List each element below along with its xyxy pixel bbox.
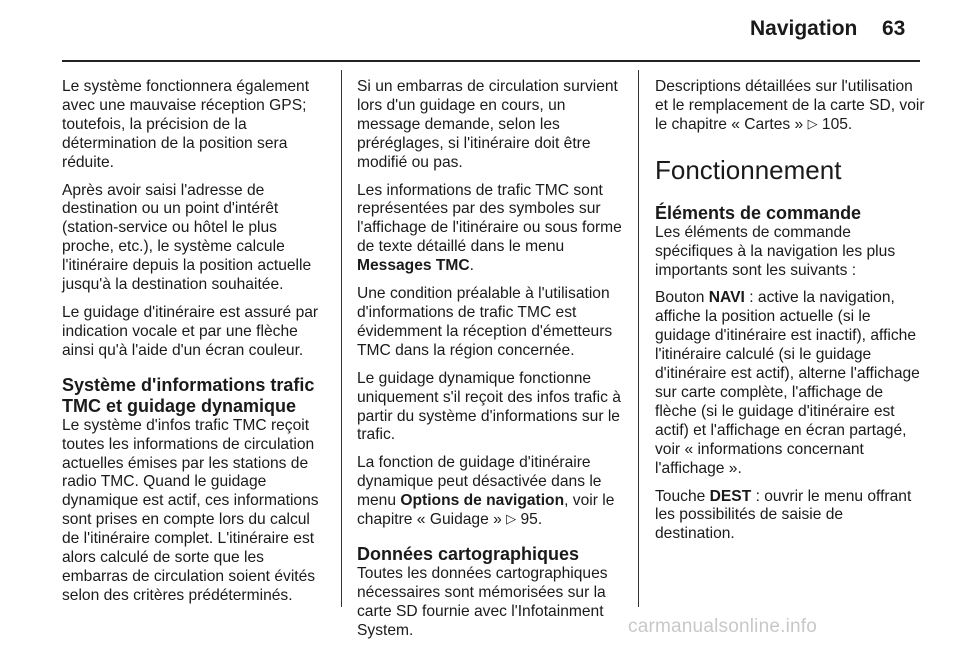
section-heading-controls: Éléments de commande (655, 202, 862, 223)
section-heading-tmc: Système d'informations trafic TMC et guidage dynamique (62, 374, 315, 416)
paragraph-text: : active la navigation, affiche la position actuelle (si le guidage d'itinéraire est inactif), affiche l'itinéraire calculé (si le guidage d'itinéraire est actif), alterne l'affichage sur carte complète, l'affichage de flèche (si le guidage d'itinéraire est actif) et l'affichage en écran partagé, voir « informations concernant l'affichage ». (655, 289, 920, 477)
column-divider-2 (638, 70, 639, 607)
paragraph: Les éléments de commande spécifiques à la navigation les plus importants sont les suivants : (655, 223, 896, 279)
paragraph-text: Touche (655, 487, 706, 505)
section-title-fonctionnement: Fonctionnement (655, 154, 842, 185)
paragraph: Après avoir saisi l'adresse de destination ou un point d'intérêt (station-service ou hôtel le plus proche, etc.), le système calcule l'itinéraire depuis la position actuelle jusqu'à la destination souhaitée. (62, 181, 312, 294)
paragraph-text: : ouvrir le menu offrant les possibilités de saisie de destination. (655, 487, 912, 543)
page-number: 63 (882, 17, 906, 40)
page-title: Navigation (750, 17, 858, 40)
paragraph (357, 454, 623, 530)
button-name-dest: DEST (709, 487, 752, 505)
paragraph-end: . (469, 257, 475, 275)
header-divider (62, 60, 920, 62)
paragraph: Le système fonctionnera également avec une mauvaise réception GPS; toutefois, la précision de la détermination de la position sera réduite. (62, 78, 310, 171)
paragraph-text: Descriptions détaillées sur l'utilisation et le remplacement de la carte SD, voir le chapitre « Cartes » (655, 78, 925, 133)
page-reference: 95. (520, 511, 543, 529)
column-2 (357, 78, 623, 650)
paragraph (357, 182, 623, 277)
column-divider-1 (341, 70, 342, 607)
column-1 (62, 78, 330, 615)
paragraph-text: , voir le chapitre « Guidage » (357, 492, 615, 529)
paragraph: Si un embarras de circulation survient lors d'un guidage en cours, un message demande, selon les préréglages, si l'itinéraire doit être modifié ou pas. (357, 78, 618, 171)
paragraph (655, 78, 925, 135)
page-reference-icon: ▷ (807, 115, 818, 131)
section-heading-map-data: Données cartographiques (357, 543, 580, 564)
page-reference: 105. (821, 115, 853, 133)
paragraph: Toutes les données cartographiques nécessaires sont mémorisées sur la carte SD fournie avec l'Infotainment System. (357, 564, 608, 639)
paragraph: Une condition préalable à l'utilisation d'informations de trafic TMC est évidemment la réception d'émetteurs TMC dans la région concernée. (357, 285, 613, 359)
paragraph (655, 289, 925, 478)
paragraph: Le système d'infos trafic TMC reçoit toutes les informations de circulation actuelles émises par les stations de radio TMC. Quand le guidage dynamique est actif, ces informations sont prises en compte lors du calcul de l'itinéraire complet. L'itinéraire est alors calculé de sorte que les embarras de circulation soient évités selon des critères prédéterminés. (62, 416, 319, 604)
button-name-navi: NAVI (708, 289, 745, 307)
paragraph-text: Bouton (655, 289, 705, 307)
column-3 (655, 78, 925, 553)
menu-name-options-navigation: Options de navigation (400, 492, 565, 510)
paragraph-text: La fonction de guidage d'itinéraire dynamique peut désactivée dans le menu (357, 454, 602, 510)
menu-name-messages-tmc: Messages TMC (357, 257, 470, 275)
paragraph (655, 488, 925, 545)
page-reference-icon: ▷ (506, 511, 517, 527)
watermark: carmanualsonline.info (628, 616, 818, 637)
paragraph: Le guidage dynamique fonctionne uniquement s'il reçoit des infos trafic à partir du système d'informations sur le trafic. (357, 369, 621, 444)
paragraph: Le guidage d'itinéraire est assuré par indication vocale et par une flèche ainsi qu'à l'aide d'un écran couleur. (62, 303, 319, 359)
paragraph-text: Les informations de trafic TMC sont représentées par des symboles sur l'affichage de l'itinéraire ou sous forme de texte détaillé dans le menu (357, 181, 622, 256)
